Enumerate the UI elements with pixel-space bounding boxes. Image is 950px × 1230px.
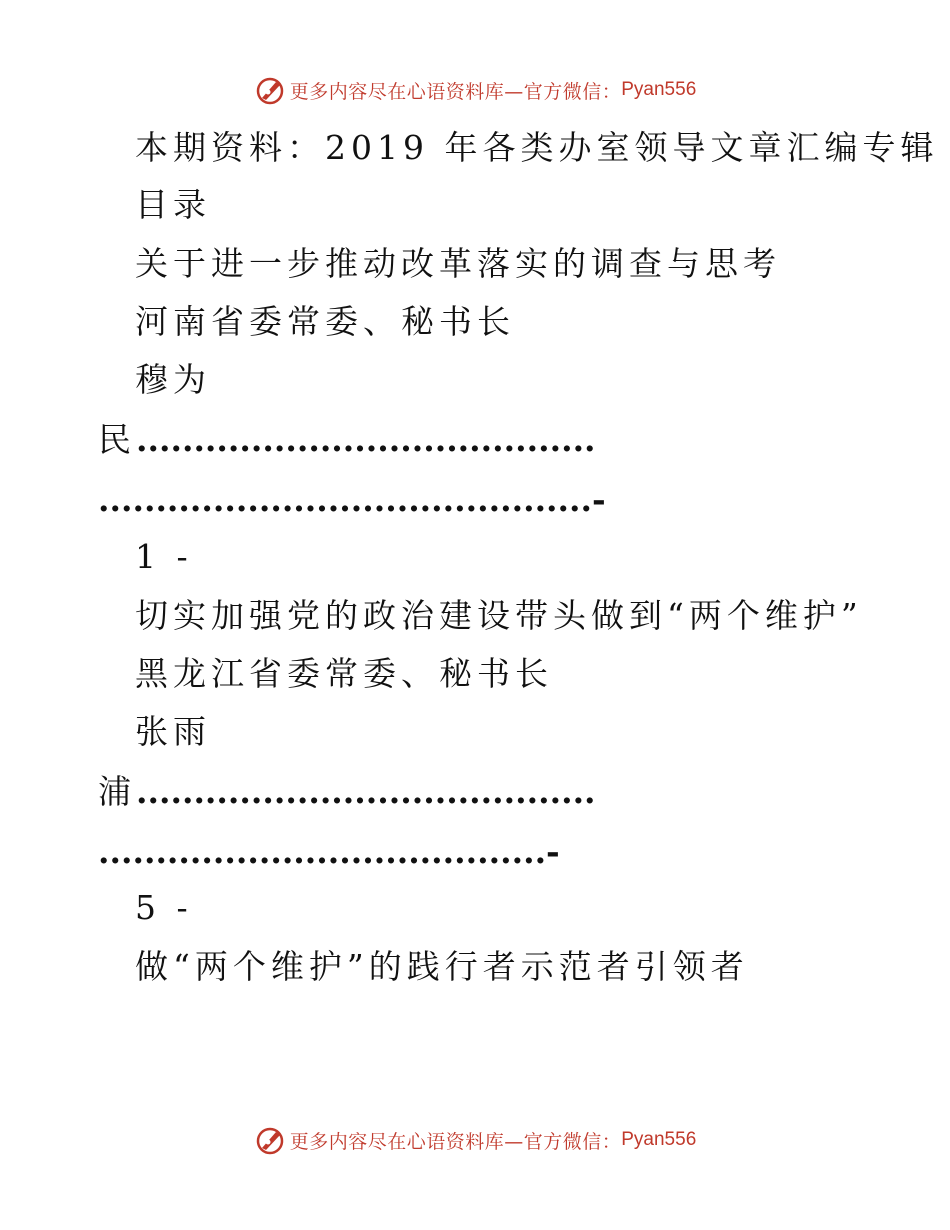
toc-heading: 目录 [135,185,211,224]
dot-leader: ...........................................- [98,480,606,519]
toc-entry-title: 切实加强党的政治建设带头做到“两个维护” [135,596,863,635]
pen-logo-icon [254,1124,286,1156]
toc-entry-author-title: 黑龙江省委常委、秘书长 [135,654,553,693]
toc-entry-page: 1 - [135,537,193,576]
toc-entry-author-name: 张雨 [135,712,211,751]
toc-entry-author-name-cont [98,420,596,460]
toc-entry-title: 关于进一步推动改革落实的调查与思考 [135,244,781,283]
author-name-tail: 民 [98,420,136,459]
dot-leader: .......................................- [98,832,560,871]
banner-wechat-handle: Pyan556 [621,79,697,100]
toc-entry-title: 做“两个维护”的践行者示范者引领者 [135,947,749,986]
dot-leader: ........................................ [136,772,596,811]
banner-text: 更多内容尽在心语资料库—官方微信： [289,1130,622,1153]
toc-entry-author-title: 河南省委常委、秘书长 [135,302,515,341]
toc-entry-author-name: 穆为 [135,360,211,399]
toc-entry-page: 5 - [135,888,193,927]
dot-leader: ........................................ [136,420,596,459]
footer-banner [0,1120,950,1160]
author-name-tail: 浦 [98,772,136,811]
banner-wechat-handle: Pyan556 [621,1129,697,1150]
banner-text: 更多内容尽在心语资料库—官方微信： [289,80,622,103]
issue-line: 本期资料：2019 年各类办室领导文章汇编专辑 [135,128,939,167]
toc-entry-author-name-cont [98,772,596,812]
